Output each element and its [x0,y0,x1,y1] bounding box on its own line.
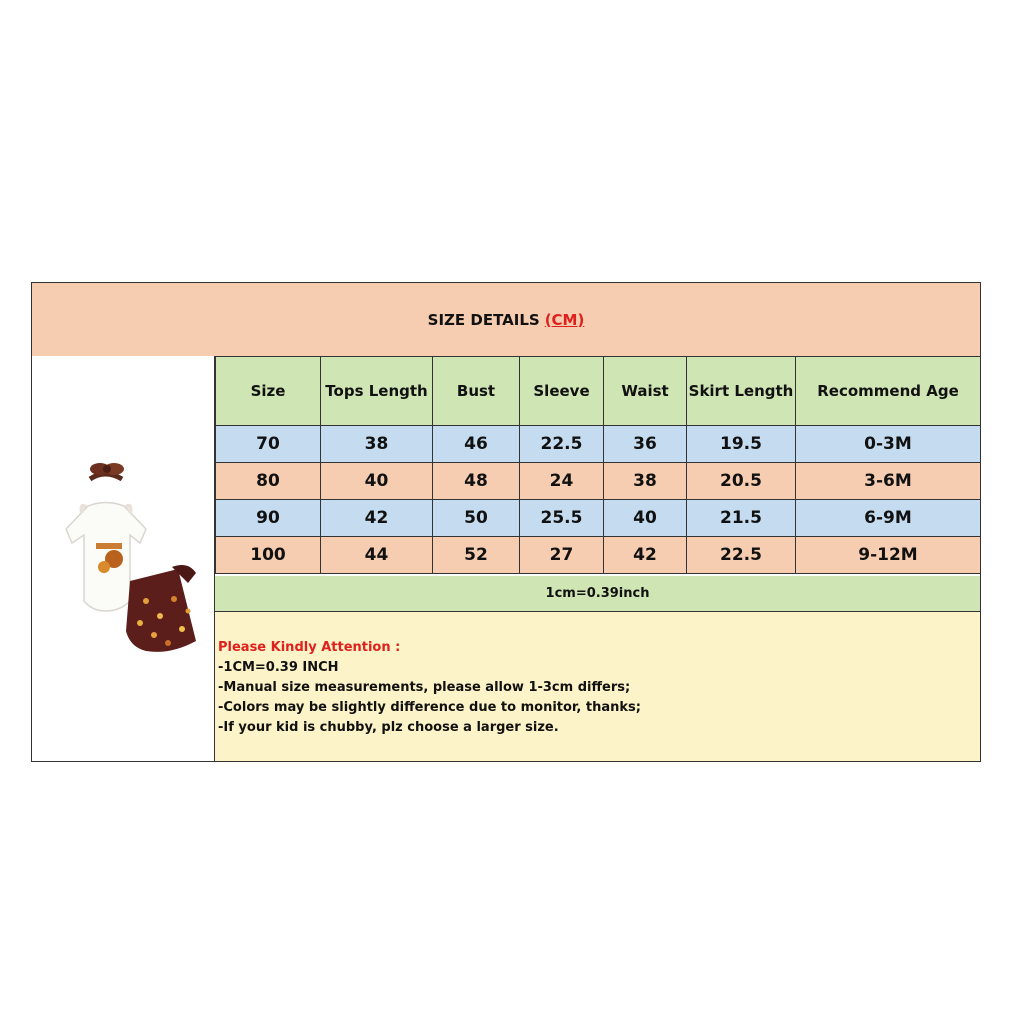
title-text: SIZE DETAILS [427,310,540,329]
attention-line: -If your kid is chubby, plz choose a larger size. [218,720,559,735]
cell-tops-length: 38 [321,426,433,463]
attention-notes [215,612,980,761]
header-tops-length: Tops Length [321,357,433,426]
header-recommend-age: Recommend Age [796,357,981,426]
cell-sleeve: 25.5 [520,500,604,537]
size-table [215,356,981,574]
size-chart [31,282,981,762]
attention-heading: Please Kindly Attention : [218,640,401,655]
cell-waist: 36 [604,426,687,463]
cell-recommend-age: 6-9M [796,500,981,537]
cell-sleeve: 22.5 [520,426,604,463]
cell-skirt-length: 20.5 [687,463,796,500]
header-size: Size [216,357,321,426]
attention-line: -Colors may be slightly difference due to monitor, thanks; [218,700,641,715]
cell-bust: 48 [433,463,520,500]
cell-waist: 38 [604,463,687,500]
attention-line: -Manual size measurements, please allow 1-3cm differs; [218,680,631,695]
header-waist: Waist [604,357,687,426]
cell-recommend-age: 0-3M [796,426,981,463]
cell-size: 80 [216,463,321,500]
cell-waist: 40 [604,500,687,537]
table-row [216,463,981,500]
cell-skirt-length: 19.5 [687,426,796,463]
cell-size: 70 [216,426,321,463]
cell-recommend-age: 3-6M [796,463,981,500]
cell-skirt-length: 21.5 [687,500,796,537]
title-unit: (CM) [544,310,585,329]
cell-size: 100 [216,537,321,574]
table-row [216,500,981,537]
conversion-note: 1cm=0.39inch [215,576,980,612]
cell-sleeve: 27 [520,537,604,574]
cell-bust: 52 [433,537,520,574]
cell-skirt-length: 22.5 [687,537,796,574]
cell-recommend-age: 9-12M [796,537,981,574]
header-sleeve: Sleeve [520,357,604,426]
size-table-area [215,356,980,574]
size-details-title [32,283,980,357]
cell-tops-length: 44 [321,537,433,574]
header-bust: Bust [433,357,520,426]
cell-sleeve: 24 [520,463,604,500]
cell-bust: 46 [433,426,520,463]
cell-tops-length: 40 [321,463,433,500]
header-skirt-length: Skirt Length [687,357,796,426]
table-row [216,537,981,574]
table-header-row [216,357,981,426]
cell-size: 90 [216,500,321,537]
baby-outfit-image [50,451,200,661]
product-image-cell [32,356,215,761]
cell-bust: 50 [433,500,520,537]
cell-tops-length: 42 [321,500,433,537]
cell-waist: 42 [604,537,687,574]
table-row [216,426,981,463]
attention-line: -1CM=0.39 INCH [218,660,339,675]
